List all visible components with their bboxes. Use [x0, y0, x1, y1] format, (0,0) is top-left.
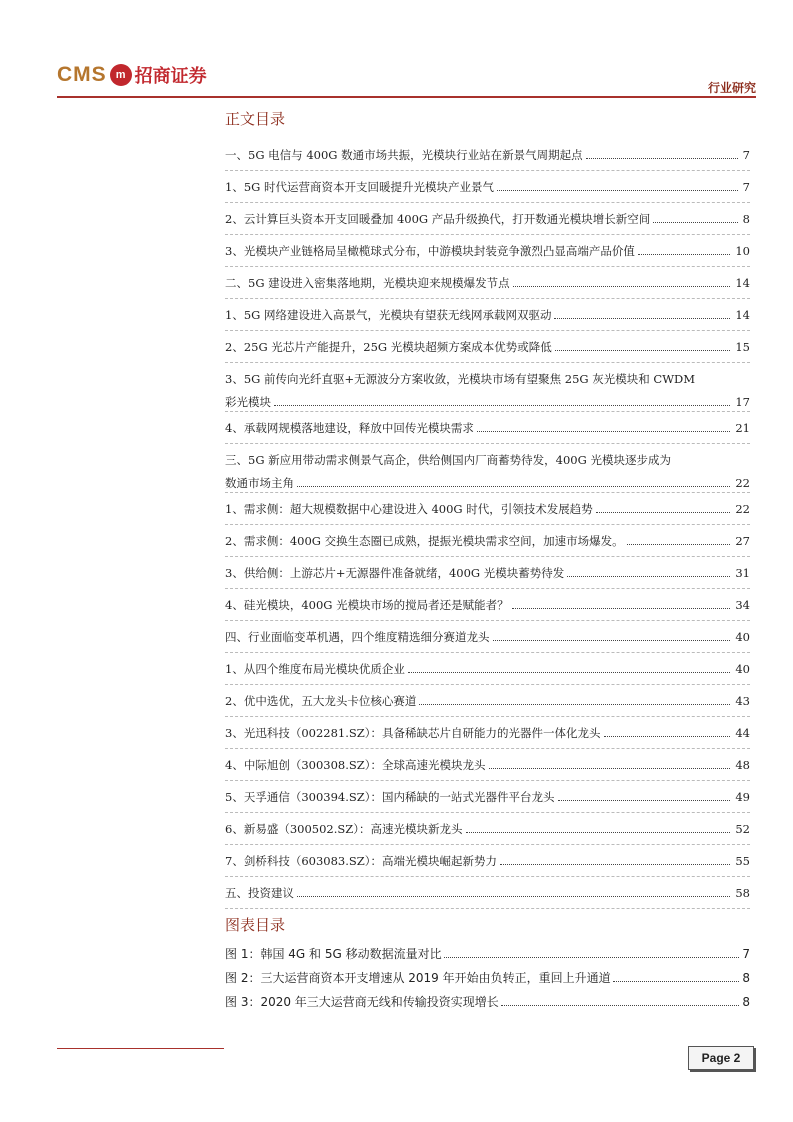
leader-dots [297, 896, 730, 897]
toc-entry-page: 22 [735, 476, 750, 490]
toc-entry-page: 10 [735, 244, 750, 258]
toc-entry[interactable] [225, 449, 750, 498]
toc-entry-label: 2、25G 光芯片产能提升，25G 光模块超频方案成本优势或降低 [225, 340, 552, 354]
toc-entry[interactable] [225, 562, 750, 594]
leader-dots [604, 736, 731, 737]
toc-entry-label: 2、优中选优，五大龙头卡位核心赛道 [225, 694, 417, 708]
toc-entry-label: 一、5G 电信与 400G 数通市场共振，光模块行业站在新景气周期起点 [225, 148, 583, 162]
toc-entry-label: 3、光模块产业链格局呈橄榄球式分布，中游模块封装竞争激烈凸显高端产品价值 [225, 244, 635, 258]
figure-entry-label: 图 2：三大运营商资本开支增速从 2019 年开始由负转正，重回上升通道 [225, 971, 611, 985]
toc-entry[interactable] [225, 530, 750, 562]
toc-entry-page: 40 [735, 662, 750, 676]
toc-entry-page: 7 [742, 180, 750, 194]
toc-list [225, 144, 750, 914]
toc-entry-page: 34 [735, 598, 750, 612]
toc-entry-label: 1、从四个维度布局光模块优质企业 [225, 662, 405, 676]
leader-dots [493, 640, 731, 641]
toc-entry-label: 2、需求侧：400G 交换生态圈已成熟，提振光模块需求空间，加速市场爆发。 [225, 534, 624, 548]
toc-entry-page: 40 [735, 630, 750, 644]
toc-entry-page: 31 [735, 566, 750, 580]
leader-dots [638, 254, 731, 255]
toc-entry[interactable] [225, 882, 750, 914]
leader-dots [513, 286, 731, 287]
toc-entry-page: 15 [735, 340, 750, 354]
toc-entry-page: 58 [735, 886, 750, 900]
toc-entry[interactable] [225, 368, 750, 417]
toc-entry[interactable] [225, 498, 750, 530]
leader-dots [466, 832, 731, 833]
toc-entry-page: 55 [735, 854, 750, 868]
toc-entry-label: 1、5G 时代运营商资本开支回暖提升光模块产业景气 [225, 180, 494, 194]
logo-chinese: 招商证券 [134, 66, 207, 87]
toc-entry-page: 14 [735, 308, 750, 322]
figure-entry[interactable] [225, 969, 750, 993]
toc-entry-page: 43 [735, 694, 750, 708]
toc-entry-page: 48 [735, 758, 750, 772]
leader-dots [613, 981, 740, 982]
figure-entry-page: 8 [742, 971, 750, 985]
leader-dots [497, 190, 738, 191]
toc-entry[interactable] [225, 417, 750, 449]
toc-entry[interactable] [225, 240, 750, 272]
toc-entry-label: 3、供给侧：上游芯片+无源器件准备就绪，400G 光模块蓄势待发 [225, 566, 565, 580]
toc-entry[interactable] [225, 658, 750, 690]
toc-entry-page: 49 [735, 790, 750, 804]
toc-entry-label: 7、剑桥科技（603083.SZ）：高端光模块崛起新势力 [225, 854, 497, 868]
toc-entry-label-cont: 彩光模块 [225, 395, 271, 409]
toc-entry-page: 14 [735, 276, 750, 290]
figures-title: 图表目录 [225, 916, 286, 934]
leader-dots [558, 800, 731, 801]
leader-dots [501, 1005, 740, 1006]
logo-badge-icon: m [110, 64, 132, 86]
leader-dots [408, 672, 731, 673]
toc-entry-page: 7 [742, 148, 750, 162]
toc-entry-page: 27 [735, 534, 750, 548]
toc-entry[interactable] [225, 690, 750, 722]
toc-entry[interactable] [225, 272, 750, 304]
toc-entry-label-cont: 数通市场主角 [225, 476, 294, 490]
leader-dots [274, 405, 730, 406]
toc-entry-label: 3、光迅科技（002281.SZ）：具备稀缺芯片自研能力的光器件一体化龙头 [225, 726, 601, 740]
header-divider [57, 96, 756, 98]
figure-entry-page: 8 [742, 995, 750, 1009]
leader-dots [419, 704, 730, 705]
figure-entry[interactable] [225, 993, 750, 1017]
report-category: 行业研究 [707, 81, 756, 95]
toc-entry[interactable] [225, 626, 750, 658]
toc-title: 正文目录 [225, 110, 286, 128]
toc-entry[interactable] [225, 144, 750, 176]
toc-entry-page: 17 [735, 395, 750, 409]
toc-entry-label: 2、云计算巨头资本开支回暖叠加 400G 产品升级换代，打开数通光模块增长新空间 [225, 212, 651, 226]
figures-list [225, 945, 750, 1017]
toc-entry-label: 二、5G 建设进入密集落地期，光模块迎来规模爆发节点 [225, 276, 510, 290]
toc-entry-page: 21 [735, 421, 750, 435]
toc-entry-page: 52 [735, 822, 750, 836]
toc-entry-label: 四、行业面临变革机遇，四个维度精选细分赛道龙头 [225, 630, 490, 644]
toc-entry-label: 4、中际旭创（300308.SZ）：全球高速光模块龙头 [225, 758, 486, 772]
leader-dots [477, 431, 731, 432]
toc-entry-label: 五、投资建议 [225, 886, 294, 900]
leader-dots [512, 608, 731, 609]
figure-entry-label: 图 1：韩国 4G 和 5G 移动数据流量对比 [225, 947, 442, 961]
company-logo [57, 60, 207, 90]
leader-dots [500, 864, 730, 865]
toc-entry-label: 4、承载网规模落地建设，释放中回传光模块需求 [225, 421, 474, 435]
toc-entry-label: 1、需求侧：超大规模数据中心建设进入 400G 时代，引领技术发展趋势 [225, 502, 593, 516]
leader-dots [586, 158, 738, 159]
toc-entry[interactable] [225, 594, 750, 626]
toc-entry[interactable] [225, 786, 750, 818]
toc-entry-page: 22 [735, 502, 750, 516]
page-number: Page 2 [688, 1046, 754, 1070]
figure-entry-label: 图 3：2020 年三大运营商无线和传输投资实现增长 [225, 995, 499, 1009]
leader-dots [489, 768, 731, 769]
leader-dots [297, 486, 730, 487]
toc-entry-label: 6、新易盛（300502.SZ）：高速光模块新龙头 [225, 822, 463, 836]
toc-entry-page: 8 [742, 212, 750, 226]
leader-dots [555, 350, 731, 351]
leader-dots [567, 576, 730, 577]
toc-entry[interactable] [225, 754, 750, 786]
footer-divider [57, 1048, 224, 1049]
logo-latin: CMS [57, 63, 107, 86]
toc-entry[interactable] [225, 336, 750, 368]
toc-entry-label: 5、天孚通信（300394.SZ）：国内稀缺的一站式光器件平台龙头 [225, 790, 555, 804]
toc-entry[interactable] [225, 176, 750, 208]
toc-entry[interactable] [225, 722, 750, 754]
figure-entry-page: 7 [742, 947, 750, 961]
leader-dots [596, 512, 731, 513]
leader-dots [444, 957, 740, 958]
leader-dots [653, 222, 737, 223]
toc-entry[interactable] [225, 304, 750, 336]
figure-entry[interactable] [225, 945, 750, 969]
toc-entry-label: 4、硅光模块，400G 光模块市场的搅局者还是赋能者？ [225, 598, 509, 612]
toc-entry[interactable] [225, 850, 750, 882]
leader-dots [554, 318, 730, 319]
toc-entry-page: 44 [735, 726, 750, 740]
toc-entry-label: 1、5G 网络建设进入高景气，光模块有望获无线网承载网双驱动 [225, 308, 552, 322]
toc-entry-label: 3、5G 前传向光纤直驱+无源波分方案收敛，光模块市场有望聚焦 25G 灰光模块和 CWDM [225, 372, 696, 386]
toc-entry-label: 三、5G 新应用带动需求侧景气高企，供给侧国内厂商蓄势待发，400G 光模块逐步成为 [225, 453, 671, 467]
leader-dots [627, 544, 731, 545]
toc-entry[interactable] [225, 818, 750, 850]
toc-entry[interactable] [225, 208, 750, 240]
